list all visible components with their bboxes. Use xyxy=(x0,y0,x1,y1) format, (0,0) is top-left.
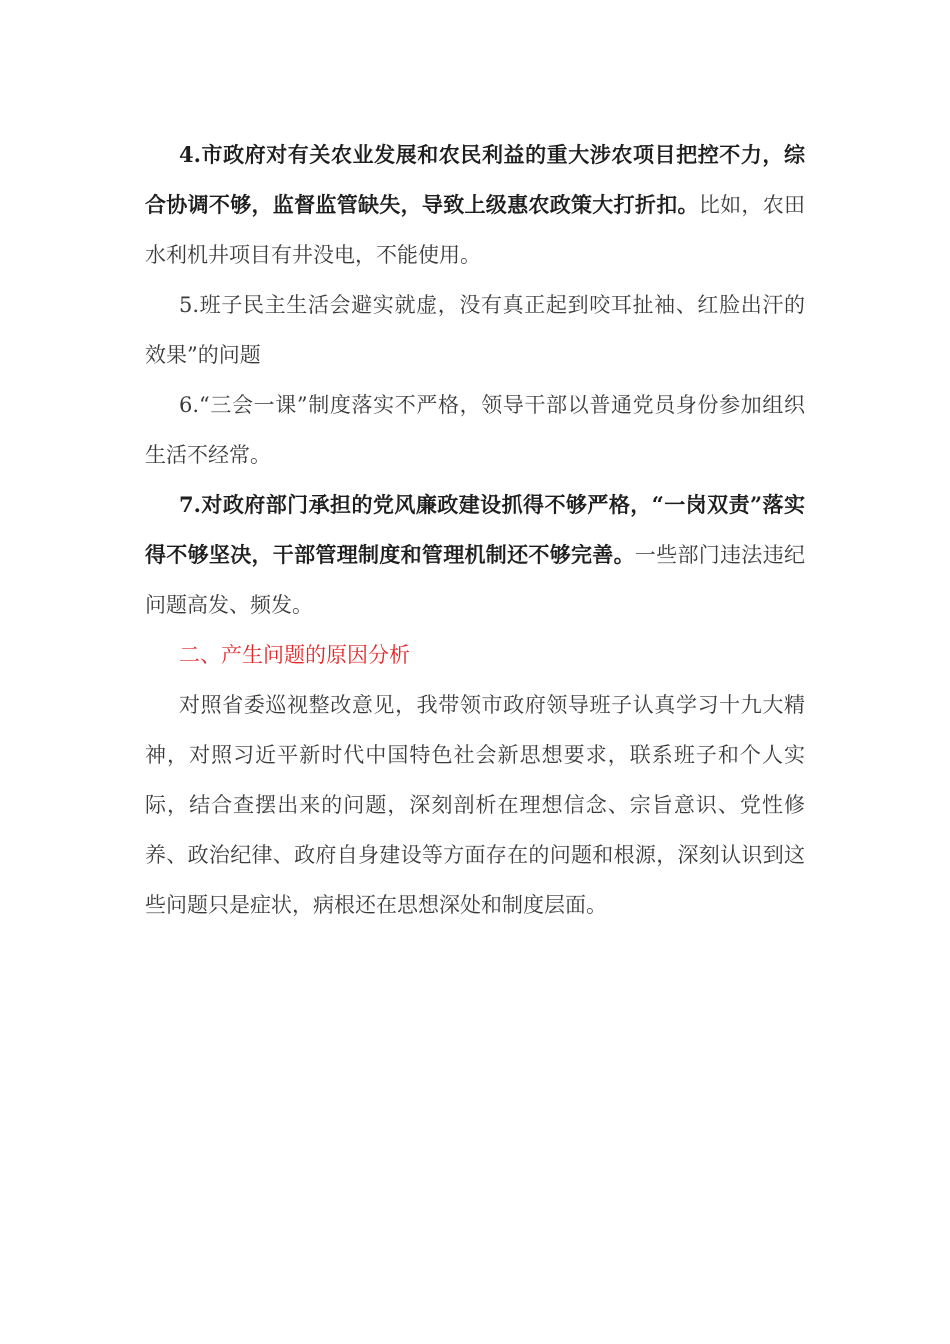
analysis-paragraph: 对照省委巡视整改意见，我带领市政府领导班子认真学习十九大精神，对照习近平新时代中国特色社会新思想要求，联系班子和个人实际，结合查摆出来的问题，深刻剖析在理想信念、宗旨意识、党性修养、政治纪律、政府自身建设等方面存在的问题和根源，深刻认识到这些问题只是症状，病根还在思想深处和制度层面。 xyxy=(145,693,805,917)
paragraph-text: 6.“三会一课”制度落实不严格，领导干部以普通党员身份参加组织生活不经常。 xyxy=(145,393,805,467)
paragraph-item-7 xyxy=(145,480,805,630)
paragraph-text: 5.班子民主生活会避实就虚，没有真正起到咬耳扯袖、红脸出汗的效果”的问题 xyxy=(145,293,805,367)
paragraph-item-5 xyxy=(145,280,805,380)
paragraph-bold-text: 4.市政府对有关农业发展和农民利益的重大涉农项目把控不力，综合协调不够，监督监管缺失，导致上级惠农政策大打折扣。 xyxy=(145,142,805,217)
paragraph-text: 一些部门违法违纪问题高发、频发。 xyxy=(145,543,806,617)
paragraph-bold-text: 7.对政府部门承担的党风廉政建设抓得不够严格，“一岗双责”落实得不够坚决，干部管理制度和管理机制还不够完善。 xyxy=(145,492,805,567)
paragraph-item-4 xyxy=(145,130,805,280)
section-heading: 二、产生问题的原因分析 xyxy=(179,643,410,667)
paragraph-text: 比如，农田水利机井项目有井没电，不能使用。 xyxy=(145,193,806,267)
document-body xyxy=(145,130,805,930)
paragraph-item-6 xyxy=(145,380,805,480)
